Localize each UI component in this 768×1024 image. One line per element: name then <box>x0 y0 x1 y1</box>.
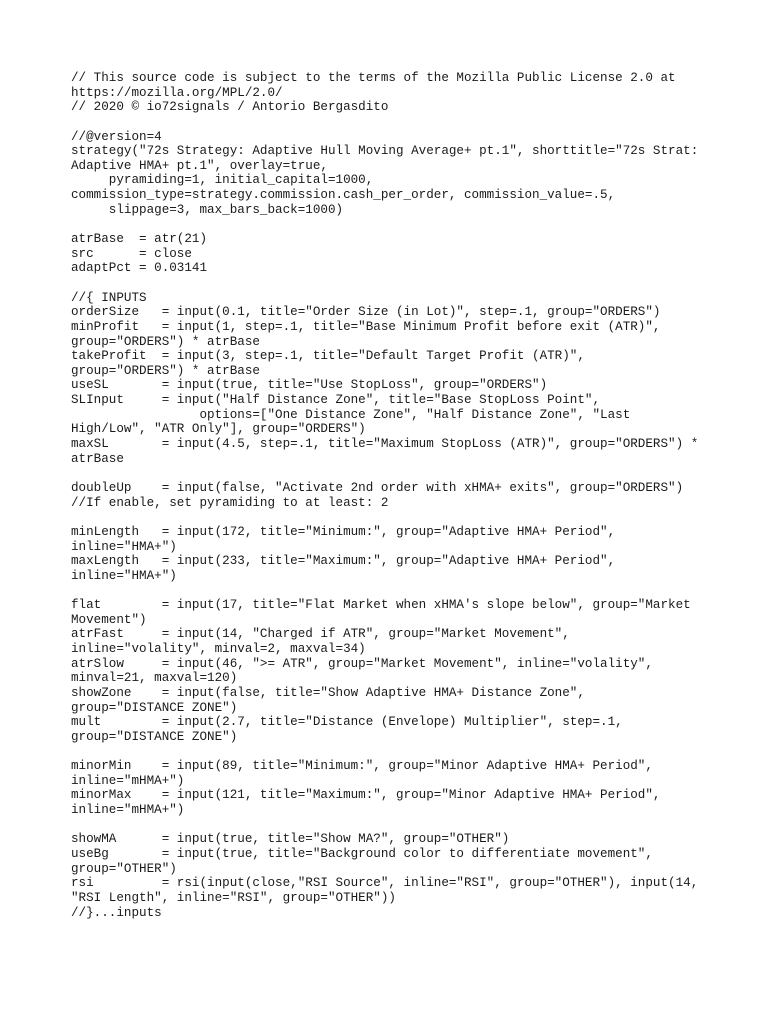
code-line <box>71 583 711 598</box>
code-line: showMA = input(true, title="Show MA?", group="OTHER") <box>71 832 510 847</box>
code-line: slippage=3, max_bars_back=1000) <box>71 202 344 217</box>
code-line: src = close <box>71 246 192 261</box>
code-line: https://mozilla.org/MPL/2.0/ <box>71 85 283 100</box>
code-line: inline="HMA+") <box>71 539 177 554</box>
code-line: inline="HMA+") <box>71 568 177 583</box>
code-line <box>71 510 711 525</box>
code-line: inline="mHMA+") <box>71 773 185 788</box>
code-line: flat = input(17, title="Flat Market when xHMA's slope below", group="Market <box>71 598 691 613</box>
code-line: strategy("72s Strategy: Adaptive Hull Moving Average+ pt.1", shorttitle="72s Strat: <box>71 144 699 159</box>
code-line: minorMin = input(89, title="Minimum:", group="Minor Adaptive HMA+ Period", <box>71 759 653 774</box>
code-line: "RSI Length", inline="RSI", group="OTHER")) <box>71 890 396 905</box>
code-line: group="ORDERS") * atrBase <box>71 363 260 378</box>
code-line: minProfit = input(1, step=.1, title="Base Minimum Profit before exit (ATR)", <box>71 319 661 334</box>
code-line <box>71 276 711 291</box>
code-line: //{ INPUTS <box>71 290 147 305</box>
code-line: doubleUp = input(false, "Activate 2nd order with xHMA+ exits", group="ORDERS") <box>71 480 684 495</box>
code-line <box>71 744 711 759</box>
code-line: orderSize = input(0.1, title="Order Size (in Lot)", step=.1, group="ORDERS") <box>71 305 661 320</box>
code-line: group="DISTANCE ZONE") <box>71 729 238 744</box>
code-line <box>71 818 711 833</box>
code-line <box>71 217 711 232</box>
code-line: Movement") <box>71 612 147 627</box>
code-line <box>71 466 711 481</box>
code-line: atrBase <box>71 451 124 466</box>
code-line: showZone = input(false, title="Show Adaptive HMA+ Distance Zone", <box>71 685 585 700</box>
code-line: //@version=4 <box>71 129 162 144</box>
code-line <box>71 115 711 130</box>
code-document <box>71 71 711 920</box>
code-line: adaptPct = 0.03141 <box>71 261 208 276</box>
code-line: group="ORDERS") * atrBase <box>71 334 260 349</box>
code-line: //If enable, set pyramiding to at least: 2 <box>71 495 389 510</box>
code-line: group="OTHER") <box>71 861 177 876</box>
code-line: group="DISTANCE ZONE") <box>71 700 238 715</box>
code-line: takeProfit = input(3, step=.1, title="Default Target Profit (ATR)", <box>71 349 585 364</box>
code-line: atrBase = atr(21) <box>71 232 208 247</box>
code-line: useBg = input(true, title="Background color to differentiate movement", <box>71 846 653 861</box>
code-line: Adaptive HMA+ pt.1", overlay=true, <box>71 158 328 173</box>
code-line: inline="mHMA+") <box>71 803 185 818</box>
code-line: useSL = input(true, title="Use StopLoss", group="ORDERS") <box>71 378 548 393</box>
code-line: High/Low", "ATR Only"], group="ORDERS") <box>71 422 366 437</box>
code-line: rsi = rsi(input(close,"RSI Source", inline="RSI", group="OTHER"), input(14, <box>71 876 699 891</box>
code-line: minorMax = input(121, title="Maximum:", group="Minor Adaptive HMA+ Period", <box>71 788 661 803</box>
code-line: minLength = input(172, title="Minimum:", group="Adaptive HMA+ Period", <box>71 524 616 539</box>
code-line: atrSlow = input(46, ">= ATR", group="Market Movement", inline="volality", <box>71 656 653 671</box>
code-line: maxLength = input(233, title="Maximum:", group="Adaptive HMA+ Period", <box>71 554 616 569</box>
code-line: //}...inputs <box>71 905 162 920</box>
code-line: options=["One Distance Zone", "Half Distance Zone", "Last <box>71 407 631 422</box>
code-line: maxSL = input(4.5, step=.1, title="Maximum StopLoss (ATR)", group="ORDERS") * <box>71 437 699 452</box>
code-line: // 2020 © io72signals / Antorio Bergasdito <box>71 100 389 115</box>
code-line: mult = input(2.7, title="Distance (Envelope) Multiplier", step=.1, <box>71 715 623 730</box>
code-line: pyramiding=1, initial_capital=1000, <box>71 173 374 188</box>
code-line: inline="volality", minval=2, maxval=34) <box>71 641 366 656</box>
code-line: minval=21, maxval=120) <box>71 671 238 686</box>
code-line: SLInput = input("Half Distance Zone", title="Base StopLoss Point", <box>71 393 601 408</box>
code-line: // This source code is subject to the terms of the Mozilla Public License 2.0 at <box>71 71 676 85</box>
code-line: atrFast = input(14, "Charged if ATR", group="Market Movement", <box>71 627 570 642</box>
code-line: commission_type=strategy.commission.cash_per_order, commission_value=.5, <box>71 188 616 203</box>
